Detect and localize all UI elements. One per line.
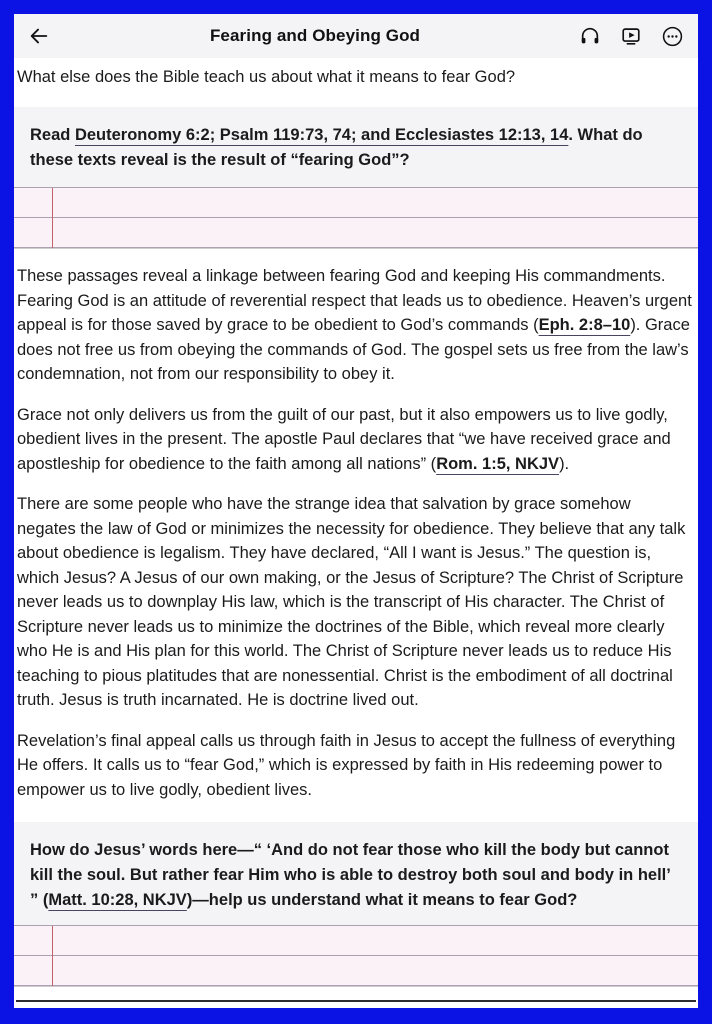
- body-paragraph-3: [17, 492, 693, 713]
- text-segment: Grace not only delivers us from the guilt of our past, but it also empowers us to live godly, obedient lives in the present. The apostle Paul declares that “we have received grace and apostleship for obedience to the faith among all nations” (: [17, 405, 671, 473]
- lesson-content: [14, 65, 698, 986]
- intro-paragraph: What else does the Bible teach us about what it means to fear God?: [17, 68, 516, 86]
- text-segment: How do Jesus’ words here—“ ‘And do not fear those who kill the body but cannot kill the soul. But rather fear Him who is able to destroy both soul and body in hell’ ” (: [30, 841, 670, 909]
- more-options-button[interactable]: [656, 20, 688, 52]
- video-button[interactable]: [615, 20, 647, 52]
- scripture-link[interactable]: Matt. 10:28, NKJV: [48, 891, 187, 909]
- scripture-link[interactable]: Eph. 2:8–10: [538, 316, 631, 334]
- page-title: Fearing and Obeying God: [209, 26, 421, 45]
- answer-input-line[interactable]: [14, 926, 698, 956]
- scripture-link[interactable]: Deuteronomy 6:2; Psalm 119:73, 74; and Ecclesiastes 12:13, 14: [74, 126, 569, 144]
- lesson-page: [14, 14, 698, 1008]
- bottom-divider: [16, 1000, 696, 1002]
- scripture-link[interactable]: Rom. 1:5, NKJV: [436, 454, 560, 473]
- top-app-bar: [14, 14, 698, 58]
- body-paragraph-1: [17, 264, 693, 387]
- back-arrow-icon: [28, 25, 50, 47]
- text-segment: )—help us understand what it means to fear God?: [186, 891, 578, 909]
- answer-input-line[interactable]: [14, 956, 698, 986]
- answer-area-1: [14, 187, 698, 248]
- body-paragraph-4: [17, 729, 693, 803]
- answer-input-line[interactable]: [14, 188, 698, 218]
- answer-margin-line: [52, 926, 53, 986]
- question-block-2: [14, 822, 698, 925]
- header-actions: [574, 20, 688, 52]
- video-play-icon: [620, 25, 642, 47]
- text-segment: Read: [30, 126, 75, 144]
- text-segment: ). Grace does not free us from obeying the commands of God. The gospel sets us free from the law’s condemnation, not from our responsibility to obey it.: [17, 316, 690, 383]
- answer-area-2: [14, 925, 698, 986]
- text-segment: There are some people who have the strange idea that salvation by grace somehow negates the law of God or minimizes the necessity for obedience. They believe that any talk about obedience is legalism. They have declared, “All I want is Jesus.” The question is, which Jesus? A Jesus of our own making, or the Jesus of Scripture? The Christ of Scripture never leads us to downplay His law, which is the transcript of His character. The Christ of Scripture never leads us to minimize the doctrines of the Bible, which reveal more clearly who He is and His plan for this world. The Christ of Scripture never leads us to reduce His teaching to pious platitudes that are nonessential. Christ is the embodiment of all doctrinal truth. Jesus is truth incarnated. He is doctrine lived out.: [17, 495, 686, 709]
- body-paragraph-2: [17, 403, 693, 477]
- answer-margin-line: [52, 188, 53, 248]
- text-segment: Revelation’s final appeal calls us through faith in Jesus to accept the fullness of everything He offers. It calls us to “fear God,” which is expressed by faith in His redeeming power to empower us to live godly, obedient lives.: [17, 731, 676, 799]
- more-options-icon: [661, 25, 684, 48]
- text-segment: ).: [559, 454, 570, 473]
- audio-button[interactable]: [574, 20, 606, 52]
- answer-input-line[interactable]: [14, 218, 698, 248]
- headphones-icon: [579, 25, 601, 47]
- text-segment: . What do these texts reveal is the result of “fearing God”?: [30, 126, 643, 169]
- text-segment: These passages reveal a linkage between fearing God and keeping His commandments. Fearing God is an attitude of reverential respect that leads us to obedience. Heaven’s urgent appeal is for those saved by grace to be obedient to God’s commands (: [17, 267, 692, 334]
- question-block-1: [14, 107, 698, 187]
- back-button[interactable]: [22, 19, 56, 53]
